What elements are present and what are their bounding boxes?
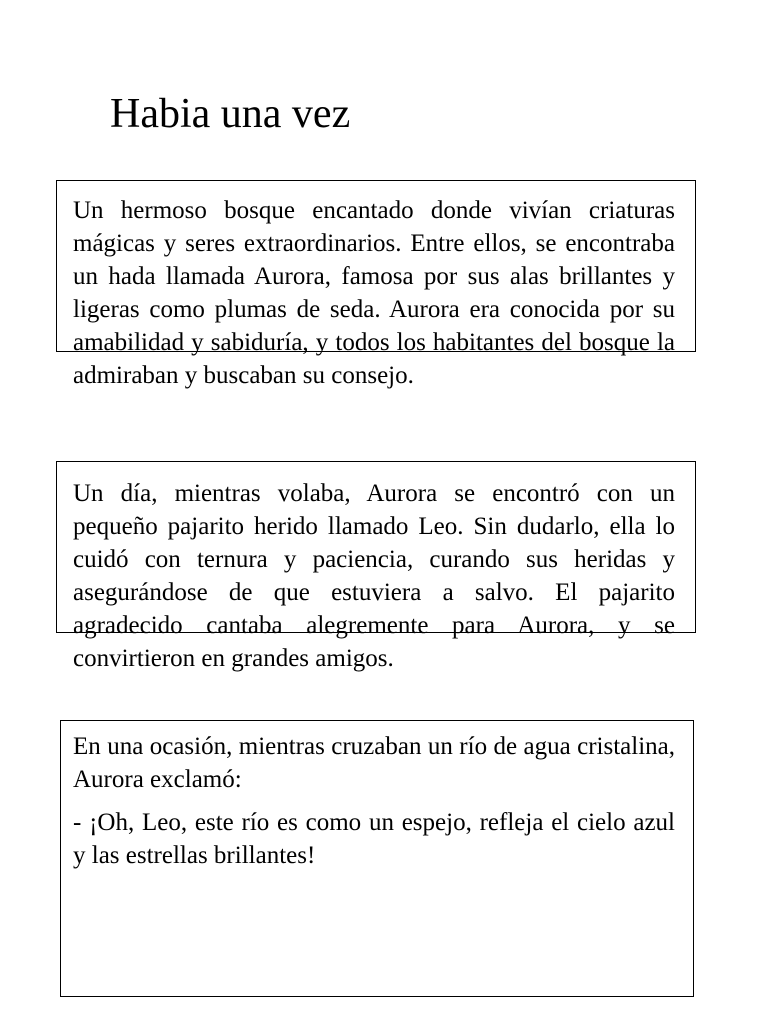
paragraph-river: En una ocasión, mientras cruzaban un río de agua cristalina, Aurora exclamó: <box>73 733 675 793</box>
page-title: Habia una vez <box>110 91 351 137</box>
paragraph-dialogue: - ¡Oh, Leo, este río es como un espejo, refleja el cielo azul y las estrellas brillantes! <box>73 809 675 869</box>
paragraph-bird: Un día, mientras volaba, Aurora se encontró con un pequeño pajarito herido llamado Leo. Sin dudarlo, ella lo cuidó con ternura y paciencia, curando sus heridas y asegurándose de que estuviera a salvo. El pajarito agradecido cantaba alegremente para Aurora, y se convirtieron en grandes amigos. <box>73 480 675 672</box>
paragraph-forest: Un hermoso bosque encantado donde vivían criaturas mágicas y seres extraordinarios. Entre ellos, se encontraba un hada llamada Aurora, famosa por sus alas brillantes y ligeras como plumas de seda. Aurora era conocida por su amabilidad y sabiduría, y todos los habitantes del bosque la admiraban y buscaban su consejo. <box>73 197 675 389</box>
